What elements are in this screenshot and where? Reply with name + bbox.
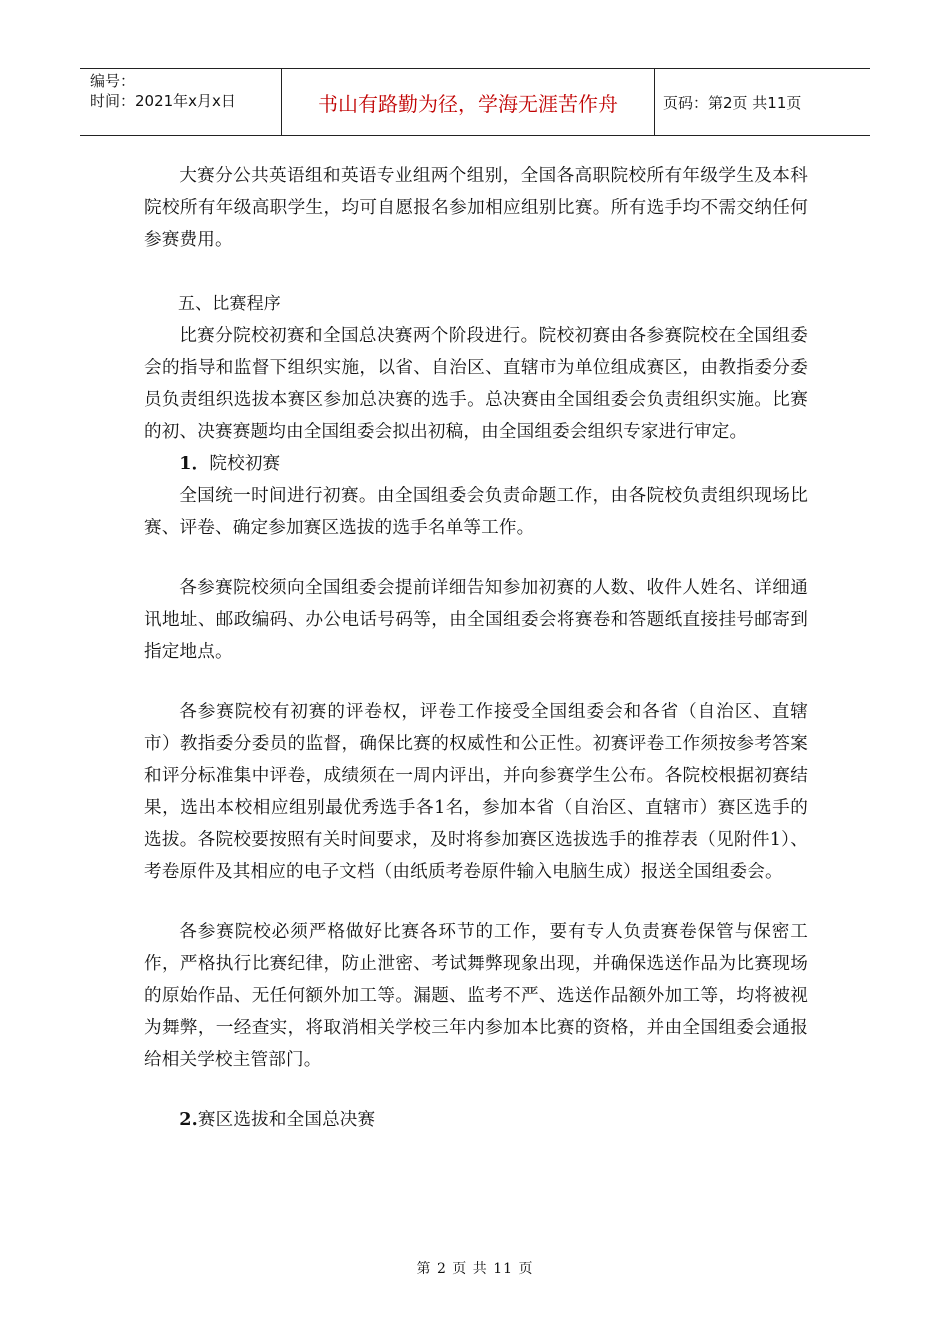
paragraph-grading: 各参赛院校有初赛的评卷权，评卷工作接受全国组委会和各省（自治区、直辖市）教指委分委员的监督，确保比赛的权威性和公正性。初赛评卷工作须按参考答案和评分标准集中评卷，成绩须在一周内评出，并向参赛学生公布。各院校根据初赛结果，选出本校相应组别最优秀选手各1名，参加本省（自治区、直辖市）赛区选手的选拔。各院校要按照有关时间要求，及时将参加赛区选拔选手的推荐表（见附件1）、考卷原件及其相应的电子文档（由纸质考卷原件输入电脑生成）报送全国组委会。 [144,702,808,882]
number-label: 编号： [90,72,136,90]
document-body [144,160,808,1136]
paragraph-procedure: 比赛分院校初赛和全国总决赛两个阶段进行。院校初赛由各参赛院校在全国组委会的指导和监督下组织实施，以省、自治区、直辖市为单位组成赛区，由教指委分委员负责组织选拔本赛区参加总决赛的选手。总决赛由全国组委会负责组织实施。比赛的初、决赛赛题均由全国组委会拟出初稿，由全国组委会组织专家进行审定。 [144,326,808,442]
paragraph-registration: 各参赛院校须向全国组委会提前详细告知参加初赛的人数、收件人姓名、详细通讯地址、邮政编码、办公电话号码等，由全国组委会将赛卷和答题纸直接挂号邮寄到指定地点。 [144,578,808,662]
time-label: 时间：2021年x月x日 [90,92,236,110]
header-motto: 书山有路勤为径，学海无涯苦作舟 [281,69,655,135]
subheading-number: 1． [179,453,210,474]
page-footer: 第 2 页 共 11 页 [416,1261,534,1277]
paragraph-eligibility: 大赛分公共英语组和英语专业组两个组别，全国各高职院校所有年级学生及本科院校所有年级高职学生，均可自愿报名参加相应组别比赛。所有选手均不需交纳任何参赛费用。 [144,166,808,250]
subheading-text: 赛区选拔和全国总决赛 [197,1110,376,1130]
subheading-final [144,1104,808,1136]
subheading-number: 2. [179,1109,198,1130]
section-heading-procedure: 五、比赛程序 [178,294,281,314]
header-page-code: 页码：第2页 共11页 [663,93,802,112]
subheading-preliminary [144,448,808,480]
paragraph-discipline: 各参赛院校必须严格做好比赛各环节的工作，要有专人负责赛卷保管与保密工作，严格执行比赛纪律，防止泄密、考试舞弊现象出现，并确保选送作品为比赛现场的原始作品、无任何额外加工等。漏题、监考不严、选送作品额外加工等，均将被视为舞弊，一经查实，将取消相关学校三年内参加本比赛的资格，并由全国组委会通报给相关学校主管部门。 [144,922,808,1070]
document-header [80,68,870,136]
subheading-text: 院校初赛 [209,454,281,474]
paragraph-preliminary-time: 全国统一时间进行初赛。由全国组委会负责命题工作，由各院校负责组织现场比赛、评卷、确定参加赛区选拔的选手名单等工作。 [144,486,808,538]
header-meta [80,69,281,135]
